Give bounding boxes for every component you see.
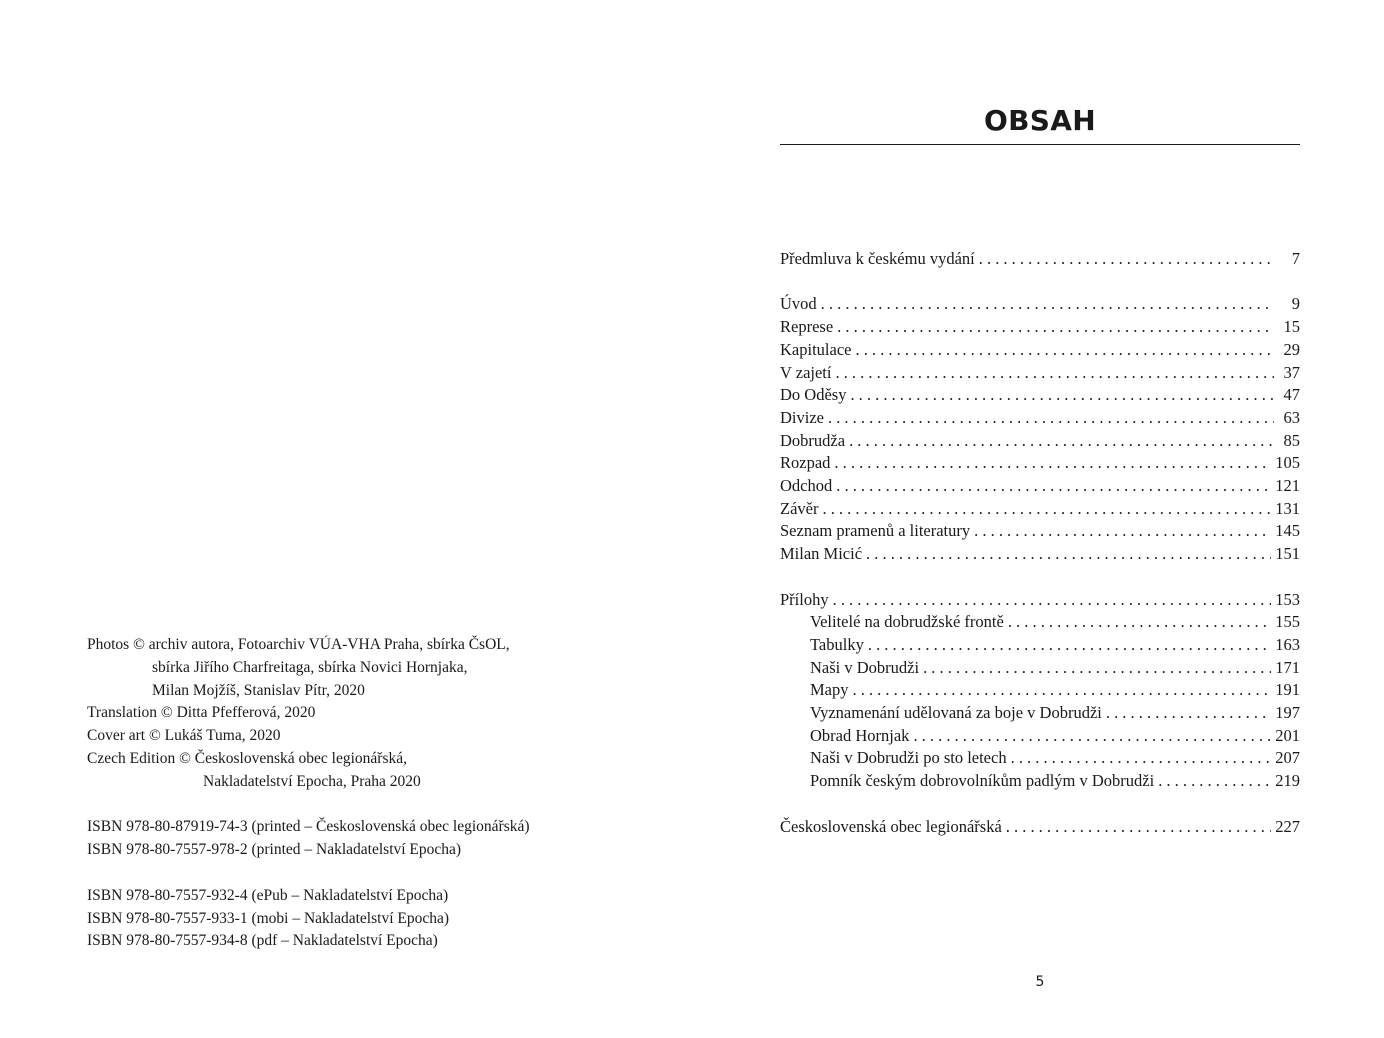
spacer <box>87 794 647 817</box>
toc-entry-label: Represe <box>780 317 834 337</box>
toc-entry-page: 7 <box>1291 249 1300 268</box>
toc-title: OBSAH <box>984 104 1096 137</box>
toc-entry-label: Československá obec legionářská <box>780 816 1002 836</box>
imprint-line: Nakladatelství Epocha, Praha 2020 <box>203 772 421 790</box>
dot-leader <box>822 498 1271 521</box>
toc-entry-label: Seznam pramenů a literatury <box>780 521 971 541</box>
toc-entry[interactable] <box>780 293 1300 316</box>
imprint-block <box>87 634 647 953</box>
isbn-line: ISBN 978-80-7557-934-8 (pdf – Nakladatelství Epocha) <box>87 932 438 950</box>
toc-entry[interactable] <box>780 520 1300 543</box>
toc-subentry[interactable] <box>780 611 1300 634</box>
dot-leader <box>923 657 1271 680</box>
toc-entry[interactable] <box>780 407 1300 430</box>
dot-leader <box>855 339 1274 362</box>
spacer <box>87 862 647 885</box>
toc-entry-label: Naši v Dobrudži po sto letech <box>810 748 1007 768</box>
dot-leader <box>979 248 1274 271</box>
toc-entry[interactable] <box>780 498 1300 521</box>
toc-entry-page: 219 <box>1275 771 1300 791</box>
toc-entry-label: Divize <box>780 407 824 427</box>
spacer <box>780 566 1300 589</box>
toc-entry-label: Naši v Dobrudži <box>810 657 920 677</box>
toc-entry-page: 151 <box>1275 544 1300 564</box>
toc-entry-label: Milan Micić <box>780 544 863 564</box>
dot-leader <box>1008 611 1271 634</box>
toc-entry-page: 15 <box>1283 317 1300 337</box>
imprint-line: Translation © Ditta Pfefferová, 2020 <box>87 704 316 722</box>
dot-leader <box>821 293 1274 316</box>
table-of-contents <box>780 248 1300 838</box>
imprint-line: Milan Mojžíš, Stanislav Pítr, 2020 <box>152 681 365 699</box>
toc-entry-page: 191 <box>1275 680 1300 700</box>
toc-entry-page: 227 <box>1275 816 1300 836</box>
toc-entry-page: 121 <box>1275 476 1300 496</box>
toc-entry[interactable] <box>780 339 1300 362</box>
dot-leader <box>868 634 1271 657</box>
toc-entry-label: Rozpad <box>780 453 831 473</box>
toc-entry-label: Kapitulace <box>780 339 852 359</box>
toc-entry[interactable] <box>780 452 1300 475</box>
dot-leader <box>866 543 1271 566</box>
title-rule <box>780 144 1300 145</box>
dot-leader <box>834 452 1271 475</box>
toc-entry-page: 47 <box>1283 385 1300 405</box>
toc-entry-page: 9 <box>1291 294 1300 314</box>
toc-subentry[interactable] <box>780 725 1300 748</box>
toc-entry[interactable] <box>780 316 1300 339</box>
dot-leader <box>835 362 1274 385</box>
toc-subentry[interactable] <box>780 657 1300 680</box>
dot-leader <box>828 407 1274 430</box>
dot-leader <box>836 475 1271 498</box>
toc-entry-page: 155 <box>1275 612 1300 632</box>
dot-leader <box>913 725 1271 748</box>
toc-entry-label: Závěr <box>780 498 819 518</box>
toc-entry-page: 85 <box>1283 430 1300 450</box>
spacer <box>780 793 1300 816</box>
imprint-line: Cover art © Lukáš Tuma, 2020 <box>87 727 281 745</box>
toc-entry-label: Pomník českým dobrovolníkům padlým v Dobrudži <box>810 771 1155 791</box>
page-number: 5 <box>1035 974 1045 990</box>
toc-entry-label: V zajetí <box>780 362 832 382</box>
toc-entry[interactable] <box>780 543 1300 566</box>
toc-entry-label: Přílohy <box>780 589 829 609</box>
toc-entry-page: 37 <box>1283 362 1300 382</box>
right-page <box>692 0 1384 1038</box>
toc-entry[interactable] <box>780 362 1300 385</box>
toc-entry-label: Předmluva k českému vydání <box>780 249 975 268</box>
dot-leader <box>850 384 1274 407</box>
toc-entry-page: 197 <box>1275 703 1300 723</box>
toc-entry-label: Vyznamenání udělovaná za boje v Dobrudži <box>810 703 1102 723</box>
toc-entry-page: 131 <box>1275 498 1300 518</box>
dot-leader <box>853 679 1272 702</box>
toc-subentry[interactable] <box>780 679 1300 702</box>
dot-leader <box>1106 702 1271 725</box>
isbn-line: ISBN 978-80-7557-933-1 (mobi – Nakladatelství Epocha) <box>87 909 450 927</box>
dot-leader <box>974 520 1271 543</box>
spacer <box>780 271 1300 294</box>
dot-leader <box>849 430 1274 453</box>
toc-entry[interactable] <box>780 475 1300 498</box>
toc-entry-page: 145 <box>1275 521 1300 541</box>
toc-entry-label: Velitelé na dobrudžské frontě <box>810 612 1004 632</box>
toc-entry-label: Dobrudža <box>780 430 846 450</box>
imprint-line: Photos © archiv autora, Fotoarchiv VÚA-VHA Praha, sbírka ČsOL, <box>87 636 510 653</box>
toc-entry-page: 163 <box>1275 634 1300 654</box>
toc-entry-label: Obrad Hornjak <box>810 725 910 745</box>
toc-subentry[interactable] <box>780 634 1300 657</box>
toc-entry-label: Odchod <box>780 476 833 496</box>
dot-leader <box>1011 747 1272 770</box>
imprint-line: sbírka Jiřího Charfreitaga, sbírka Novici Hornjaka, <box>152 658 468 676</box>
toc-entry[interactable] <box>780 384 1300 407</box>
toc-entry-label: Mapy <box>810 680 849 700</box>
imprint-line: Czech Edition © Československá obec legionářská, <box>87 749 407 767</box>
toc-entry-label: Úvod <box>780 294 817 314</box>
dot-leader <box>1158 770 1271 793</box>
isbn-line: ISBN 978-80-7557-978-2 (printed – Nakladatelství Epocha) <box>87 841 462 859</box>
toc-entry-page: 105 <box>1275 453 1300 473</box>
toc-entry-page: 153 <box>1275 589 1300 609</box>
toc-entry[interactable] <box>780 248 1300 271</box>
toc-entry[interactable] <box>780 430 1300 453</box>
toc-entry[interactable] <box>780 816 1300 839</box>
toc-entry-page: 207 <box>1275 748 1300 768</box>
toc-subentry[interactable] <box>780 770 1300 793</box>
toc-subentry[interactable] <box>780 747 1300 770</box>
isbn-line: ISBN 978-80-7557-932-4 (ePub – Nakladatelství Epocha) <box>87 886 449 904</box>
isbn-line: ISBN 978-80-87919-74-3 (printed – Československá obec legionářská) <box>87 818 530 836</box>
toc-entry[interactable] <box>780 589 1300 612</box>
dot-leader <box>837 316 1274 339</box>
toc-entry-label: Tabulky <box>810 634 864 654</box>
dot-leader <box>1006 816 1271 839</box>
toc-entry-page: 201 <box>1275 725 1300 745</box>
toc-subentry[interactable] <box>780 702 1300 725</box>
dot-leader <box>833 589 1272 612</box>
toc-entry-label: Do Oděsy <box>780 385 847 405</box>
toc-entry-page: 171 <box>1275 657 1300 677</box>
toc-entry-page: 63 <box>1283 407 1300 427</box>
toc-entry-page: 29 <box>1283 339 1300 359</box>
